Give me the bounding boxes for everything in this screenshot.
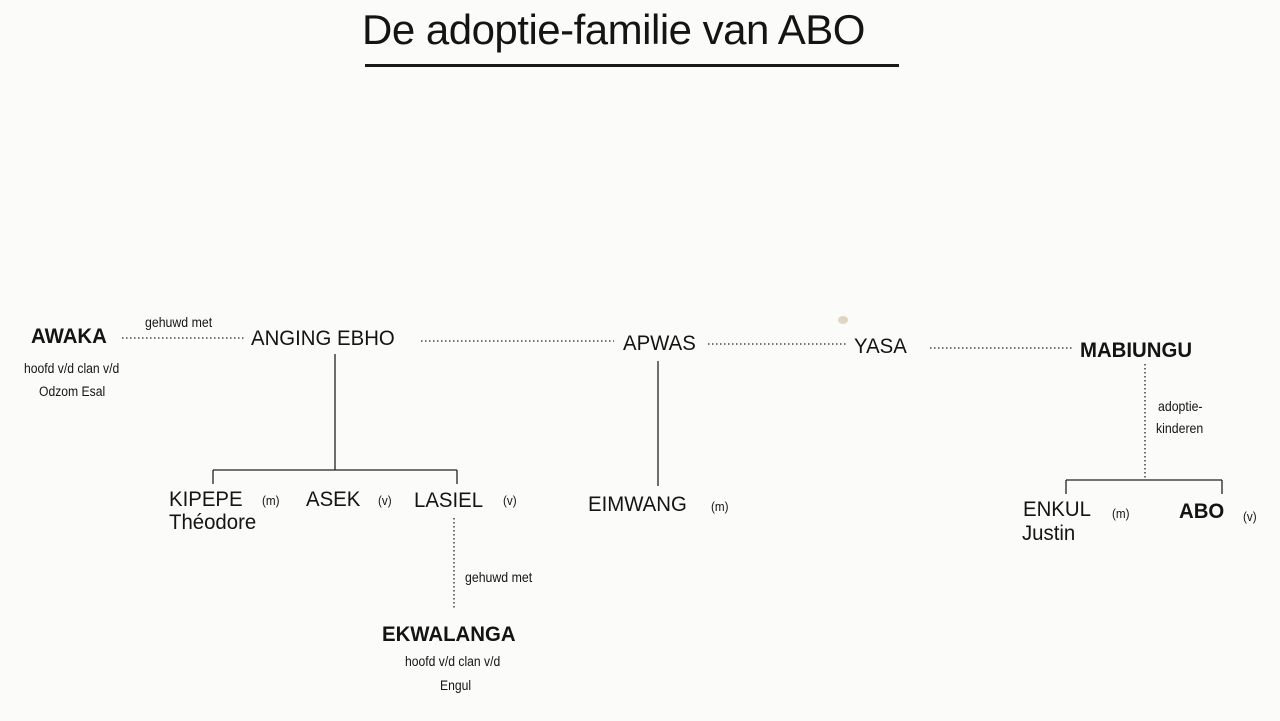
person-lasiel: LASIEL [414, 489, 484, 512]
person-awaka: AWAKA [31, 325, 107, 348]
person-anging-ebho: ANGING EBHO [251, 327, 395, 350]
asek-gender: (v) [378, 493, 392, 508]
ekwalanga-note-line1: hoofd v/d clan v/d [405, 654, 501, 669]
awaka-note-line1: hoofd v/d clan v/d [24, 361, 120, 376]
person-mabiungu: MABIUNGU [1080, 339, 1193, 362]
person-abo: ABO [1179, 500, 1225, 523]
married-label-lasiel: gehuwd met [465, 569, 533, 585]
adoption-label-line1: adoptie- [1158, 398, 1203, 414]
abo-gender: (v) [1243, 509, 1257, 524]
person-eimwang: EIMWANG [588, 493, 687, 516]
diagram-title: De adoptie-familie van ABO [362, 6, 865, 53]
eimwang-gender: (m) [711, 499, 729, 514]
awaka-note-line2: Odzom Esal [39, 384, 106, 399]
person-yasa: YASA [854, 335, 907, 358]
ekwalanga-note-line2: Engul [440, 678, 472, 693]
married-label-top: gehuwd met [145, 314, 213, 330]
person-ekwalanga: EKWALANGA [382, 623, 516, 646]
kipepe-second-name: Théodore [169, 511, 257, 534]
lasiel-gender: (v) [503, 493, 517, 508]
paper-speck [838, 316, 848, 324]
adoption-label-line2: kinderen [1156, 420, 1204, 436]
enkul-second-name: Justin [1022, 522, 1076, 545]
person-asek: ASEK [306, 488, 361, 511]
person-kipepe: KIPEPE [169, 488, 243, 511]
kipepe-gender: (m) [262, 493, 280, 508]
person-enkul: ENKUL [1023, 498, 1091, 521]
enkul-gender: (m) [1112, 506, 1130, 521]
person-apwas: APWAS [623, 332, 696, 355]
